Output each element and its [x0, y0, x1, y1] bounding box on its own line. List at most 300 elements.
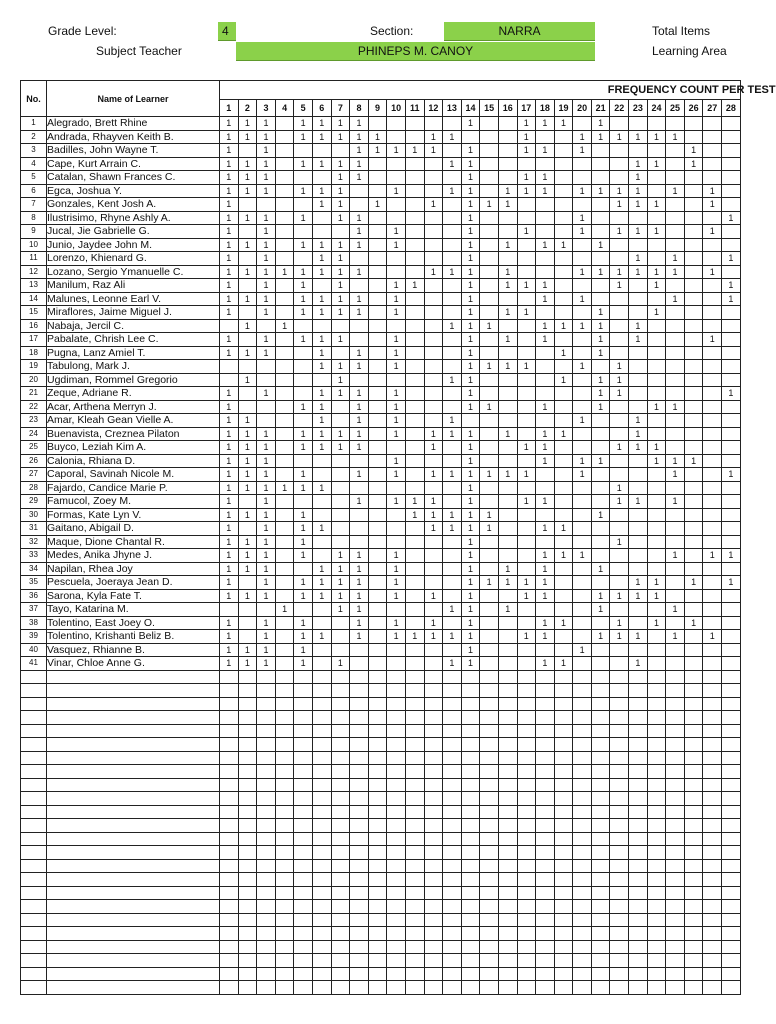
item-cell[interactable]: 1	[387, 576, 406, 590]
item-cell[interactable]	[684, 441, 703, 455]
item-cell[interactable]	[666, 670, 685, 684]
item-cell[interactable]	[722, 306, 741, 320]
item-cell[interactable]: 1	[498, 576, 517, 590]
item-cell[interactable]	[647, 535, 666, 549]
item-cell[interactable]	[722, 765, 741, 779]
item-cell[interactable]	[703, 346, 722, 360]
item-cell[interactable]	[443, 454, 462, 468]
item-cell[interactable]	[387, 846, 406, 860]
item-cell[interactable]	[368, 765, 387, 779]
item-cell[interactable]: 1	[461, 630, 480, 644]
item-cell[interactable]	[684, 819, 703, 833]
learner-number[interactable]	[21, 940, 47, 954]
learner-number[interactable]	[21, 724, 47, 738]
learner-number[interactable]: 4	[21, 157, 47, 171]
item-cell[interactable]	[405, 886, 424, 900]
item-cell[interactable]	[238, 603, 257, 617]
item-cell[interactable]	[405, 859, 424, 873]
item-cell[interactable]	[275, 549, 294, 563]
learner-name[interactable]	[47, 778, 220, 792]
item-cell[interactable]	[629, 387, 648, 401]
item-cell[interactable]	[275, 508, 294, 522]
item-cell[interactable]: 1	[591, 562, 610, 576]
item-cell[interactable]	[554, 859, 573, 873]
item-cell[interactable]	[517, 900, 536, 914]
item-cell[interactable]	[220, 900, 239, 914]
item-cell[interactable]	[405, 211, 424, 225]
item-cell[interactable]	[722, 630, 741, 644]
item-cell[interactable]: 1	[220, 616, 239, 630]
item-cell[interactable]: 1	[629, 630, 648, 644]
item-cell[interactable]	[722, 846, 741, 860]
item-cell[interactable]: 1	[498, 198, 517, 212]
item-cell[interactable]	[684, 805, 703, 819]
item-cell[interactable]: 1	[722, 387, 741, 401]
item-cell[interactable]	[498, 724, 517, 738]
learner-name[interactable]: Egca, Joshua Y.	[47, 184, 220, 198]
learner-number[interactable]	[21, 778, 47, 792]
item-cell[interactable]: 1	[498, 562, 517, 576]
item-cell[interactable]: 1	[238, 427, 257, 441]
item-cell[interactable]	[629, 778, 648, 792]
item-cell[interactable]	[666, 414, 685, 428]
item-cell[interactable]	[238, 387, 257, 401]
item-cell[interactable]	[443, 589, 462, 603]
learner-name[interactable]: Malunes, Leonne Earl V.	[47, 292, 220, 306]
item-cell[interactable]	[220, 697, 239, 711]
item-cell[interactable]	[666, 441, 685, 455]
learner-number[interactable]: 30	[21, 508, 47, 522]
item-cell[interactable]	[722, 157, 741, 171]
item-cell[interactable]: 1	[461, 657, 480, 671]
learner-name[interactable]: Cape, Kurt Arrain C.	[47, 157, 220, 171]
item-cell[interactable]	[443, 616, 462, 630]
item-cell[interactable]: 1	[220, 306, 239, 320]
item-cell[interactable]	[294, 670, 313, 684]
item-cell[interactable]	[647, 805, 666, 819]
item-cell[interactable]	[517, 886, 536, 900]
item-cell[interactable]	[722, 900, 741, 914]
item-cell[interactable]	[573, 373, 592, 387]
item-cell[interactable]	[647, 927, 666, 941]
item-cell[interactable]: 1	[350, 360, 369, 374]
item-cell[interactable]: 1	[238, 454, 257, 468]
item-cell[interactable]	[443, 940, 462, 954]
item-cell[interactable]	[368, 967, 387, 981]
item-cell[interactable]: 1	[312, 292, 331, 306]
item-cell[interactable]	[461, 940, 480, 954]
item-cell[interactable]: 1	[331, 427, 350, 441]
item-cell[interactable]	[498, 346, 517, 360]
item-cell[interactable]	[554, 157, 573, 171]
item-cell[interactable]: 1	[405, 279, 424, 293]
item-cell[interactable]	[368, 981, 387, 995]
item-cell[interactable]	[591, 846, 610, 860]
item-cell[interactable]	[238, 900, 257, 914]
item-cell[interactable]	[387, 171, 406, 185]
item-cell[interactable]: 1	[387, 360, 406, 374]
item-cell[interactable]: 1	[331, 292, 350, 306]
item-cell[interactable]: 1	[517, 441, 536, 455]
item-cell[interactable]	[312, 454, 331, 468]
item-cell[interactable]	[684, 697, 703, 711]
item-cell[interactable]	[591, 873, 610, 887]
item-cell[interactable]	[554, 954, 573, 968]
item-cell[interactable]: 1	[294, 522, 313, 536]
item-cell[interactable]	[684, 603, 703, 617]
item-cell[interactable]: 1	[312, 576, 331, 590]
item-cell[interactable]	[405, 873, 424, 887]
item-cell[interactable]	[629, 535, 648, 549]
item-cell[interactable]: 1	[257, 346, 276, 360]
item-cell[interactable]	[220, 859, 239, 873]
item-cell[interactable]	[554, 589, 573, 603]
item-cell[interactable]	[703, 751, 722, 765]
item-cell[interactable]	[331, 940, 350, 954]
item-cell[interactable]	[517, 373, 536, 387]
item-cell[interactable]: 1	[350, 427, 369, 441]
item-cell[interactable]: 1	[350, 576, 369, 590]
item-cell[interactable]	[722, 711, 741, 725]
learner-name[interactable]: Manilum, Raz Ali	[47, 279, 220, 293]
learner-name[interactable]: Amar, Kleah Gean Vielle A.	[47, 414, 220, 428]
item-cell[interactable]	[387, 684, 406, 698]
item-cell[interactable]: 1	[350, 211, 369, 225]
item-cell[interactable]: 1	[610, 589, 629, 603]
item-cell[interactable]	[238, 576, 257, 590]
item-cell[interactable]	[591, 535, 610, 549]
learner-number[interactable]: 34	[21, 562, 47, 576]
item-cell[interactable]	[294, 778, 313, 792]
item-cell[interactable]: 1	[294, 400, 313, 414]
item-cell[interactable]: 1	[666, 468, 685, 482]
item-cell[interactable]: 1	[536, 333, 555, 347]
item-cell[interactable]	[666, 211, 685, 225]
item-cell[interactable]	[480, 495, 499, 509]
item-cell[interactable]	[220, 886, 239, 900]
item-cell[interactable]	[368, 171, 387, 185]
item-cell[interactable]	[368, 481, 387, 495]
item-cell[interactable]	[424, 184, 443, 198]
item-cell[interactable]: 1	[294, 117, 313, 131]
item-cell[interactable]: 1	[257, 630, 276, 644]
item-cell[interactable]	[238, 738, 257, 752]
item-cell[interactable]: 1	[554, 549, 573, 563]
item-cell[interactable]	[480, 792, 499, 806]
item-cell[interactable]: 1	[220, 643, 239, 657]
item-cell[interactable]	[443, 495, 462, 509]
item-cell[interactable]: 1	[331, 603, 350, 617]
item-cell[interactable]	[238, 684, 257, 698]
item-cell[interactable]	[722, 522, 741, 536]
item-cell[interactable]	[722, 832, 741, 846]
item-cell[interactable]	[703, 292, 722, 306]
item-cell[interactable]	[536, 535, 555, 549]
item-cell[interactable]: 1	[517, 184, 536, 198]
item-cell[interactable]	[331, 792, 350, 806]
item-cell[interactable]	[424, 738, 443, 752]
item-cell[interactable]	[591, 643, 610, 657]
item-cell[interactable]: 1	[573, 225, 592, 239]
item-cell[interactable]	[573, 657, 592, 671]
item-cell[interactable]	[443, 400, 462, 414]
item-cell[interactable]: 1	[294, 535, 313, 549]
item-cell[interactable]: 1	[666, 184, 685, 198]
item-cell[interactable]	[591, 279, 610, 293]
item-cell[interactable]	[275, 157, 294, 171]
item-cell[interactable]	[275, 913, 294, 927]
item-cell[interactable]	[312, 738, 331, 752]
item-cell[interactable]: 1	[498, 306, 517, 320]
item-cell[interactable]	[591, 684, 610, 698]
item-cell[interactable]	[591, 913, 610, 927]
item-cell[interactable]	[312, 373, 331, 387]
item-cell[interactable]	[703, 117, 722, 131]
item-cell[interactable]	[573, 279, 592, 293]
item-cell[interactable]	[610, 940, 629, 954]
item-cell[interactable]	[610, 522, 629, 536]
learner-number[interactable]	[21, 967, 47, 981]
item-cell[interactable]	[275, 252, 294, 266]
item-cell[interactable]	[629, 670, 648, 684]
item-cell[interactable]	[554, 846, 573, 860]
item-cell[interactable]: 1	[517, 468, 536, 482]
item-cell[interactable]	[536, 859, 555, 873]
item-cell[interactable]: 1	[350, 225, 369, 239]
item-cell[interactable]: 1	[461, 279, 480, 293]
item-cell[interactable]	[573, 630, 592, 644]
item-cell[interactable]	[443, 144, 462, 158]
item-cell[interactable]	[703, 508, 722, 522]
learner-number[interactable]	[21, 684, 47, 698]
item-cell[interactable]	[666, 873, 685, 887]
item-cell[interactable]	[350, 927, 369, 941]
item-cell[interactable]	[722, 738, 741, 752]
item-cell[interactable]	[498, 954, 517, 968]
item-cell[interactable]	[443, 562, 462, 576]
item-cell[interactable]	[684, 846, 703, 860]
item-cell[interactable]	[331, 927, 350, 941]
item-cell[interactable]: 1	[387, 238, 406, 252]
item-cell[interactable]	[554, 873, 573, 887]
item-cell[interactable]: 1	[666, 130, 685, 144]
item-cell[interactable]	[238, 805, 257, 819]
item-cell[interactable]: 1	[629, 225, 648, 239]
item-cell[interactable]	[666, 792, 685, 806]
item-cell[interactable]: 1	[257, 454, 276, 468]
item-cell[interactable]: 1	[312, 414, 331, 428]
item-cell[interactable]	[350, 967, 369, 981]
item-cell[interactable]: 1	[536, 117, 555, 131]
item-cell[interactable]	[275, 940, 294, 954]
item-cell[interactable]	[684, 549, 703, 563]
item-cell[interactable]: 1	[257, 117, 276, 131]
item-cell[interactable]	[275, 832, 294, 846]
item-cell[interactable]: 1	[647, 130, 666, 144]
item-cell[interactable]	[387, 522, 406, 536]
item-cell[interactable]	[368, 684, 387, 698]
item-cell[interactable]	[629, 805, 648, 819]
item-cell[interactable]	[684, 657, 703, 671]
item-cell[interactable]	[647, 211, 666, 225]
item-cell[interactable]: 1	[536, 319, 555, 333]
item-cell[interactable]: 1	[331, 306, 350, 320]
item-cell[interactable]: 1	[294, 238, 313, 252]
item-cell[interactable]: 1	[424, 616, 443, 630]
item-cell[interactable]	[684, 333, 703, 347]
item-cell[interactable]	[573, 913, 592, 927]
item-cell[interactable]	[498, 373, 517, 387]
item-cell[interactable]	[387, 873, 406, 887]
item-cell[interactable]	[405, 400, 424, 414]
item-cell[interactable]	[554, 441, 573, 455]
item-cell[interactable]	[666, 846, 685, 860]
item-cell[interactable]	[536, 967, 555, 981]
item-cell[interactable]: 1	[294, 589, 313, 603]
item-cell[interactable]	[536, 603, 555, 617]
item-cell[interactable]	[647, 792, 666, 806]
item-cell[interactable]	[722, 886, 741, 900]
item-cell[interactable]	[722, 954, 741, 968]
item-cell[interactable]	[703, 670, 722, 684]
item-cell[interactable]	[424, 576, 443, 590]
item-cell[interactable]	[312, 535, 331, 549]
item-cell[interactable]: 1	[257, 549, 276, 563]
item-cell[interactable]	[424, 873, 443, 887]
item-cell[interactable]: 1	[350, 603, 369, 617]
item-cell[interactable]	[257, 981, 276, 995]
item-cell[interactable]: 1	[238, 481, 257, 495]
item-cell[interactable]	[275, 873, 294, 887]
item-cell[interactable]	[573, 171, 592, 185]
item-cell[interactable]: 1	[610, 225, 629, 239]
item-cell[interactable]	[554, 832, 573, 846]
item-cell[interactable]	[480, 873, 499, 887]
item-cell[interactable]: 1	[331, 130, 350, 144]
item-cell[interactable]	[591, 738, 610, 752]
item-cell[interactable]: 1	[312, 360, 331, 374]
item-cell[interactable]	[554, 630, 573, 644]
item-cell[interactable]: 1	[220, 414, 239, 428]
learner-number[interactable]: 6	[21, 184, 47, 198]
item-cell[interactable]: 1	[331, 117, 350, 131]
item-cell[interactable]	[257, 603, 276, 617]
item-cell[interactable]	[703, 711, 722, 725]
item-cell[interactable]	[387, 481, 406, 495]
item-cell[interactable]: 1	[294, 427, 313, 441]
item-cell[interactable]	[666, 697, 685, 711]
item-cell[interactable]	[610, 765, 629, 779]
learner-number[interactable]: 25	[21, 441, 47, 455]
item-cell[interactable]: 1	[257, 441, 276, 455]
item-cell[interactable]: 1	[220, 184, 239, 198]
item-cell[interactable]	[498, 454, 517, 468]
item-cell[interactable]	[517, 684, 536, 698]
item-cell[interactable]	[424, 859, 443, 873]
item-cell[interactable]	[424, 414, 443, 428]
item-cell[interactable]	[554, 481, 573, 495]
item-cell[interactable]: 1	[666, 265, 685, 279]
item-cell[interactable]	[666, 157, 685, 171]
item-cell[interactable]	[666, 198, 685, 212]
item-cell[interactable]	[536, 414, 555, 428]
item-cell[interactable]	[275, 886, 294, 900]
item-cell[interactable]	[703, 454, 722, 468]
item-cell[interactable]	[591, 670, 610, 684]
item-cell[interactable]	[405, 792, 424, 806]
item-cell[interactable]	[647, 643, 666, 657]
item-cell[interactable]	[629, 562, 648, 576]
item-cell[interactable]	[498, 400, 517, 414]
item-cell[interactable]	[536, 886, 555, 900]
item-cell[interactable]	[517, 724, 536, 738]
item-cell[interactable]	[368, 900, 387, 914]
item-cell[interactable]	[647, 913, 666, 927]
item-cell[interactable]: 1	[461, 157, 480, 171]
item-cell[interactable]	[666, 319, 685, 333]
item-cell[interactable]	[703, 900, 722, 914]
item-cell[interactable]: 1	[220, 400, 239, 414]
learner-name[interactable]: Badilles, John Wayne T.	[47, 144, 220, 158]
item-cell[interactable]	[684, 265, 703, 279]
item-cell[interactable]	[684, 306, 703, 320]
item-cell[interactable]	[684, 751, 703, 765]
item-cell[interactable]	[666, 927, 685, 941]
item-cell[interactable]	[703, 657, 722, 671]
item-cell[interactable]	[666, 913, 685, 927]
item-cell[interactable]	[424, 238, 443, 252]
learner-number[interactable]	[21, 792, 47, 806]
item-cell[interactable]	[666, 279, 685, 293]
item-cell[interactable]	[312, 805, 331, 819]
item-cell[interactable]	[312, 940, 331, 954]
learner-number[interactable]	[21, 819, 47, 833]
item-cell[interactable]: 1	[387, 468, 406, 482]
item-cell[interactable]	[573, 670, 592, 684]
item-cell[interactable]	[480, 184, 499, 198]
learner-number[interactable]: 35	[21, 576, 47, 590]
item-cell[interactable]	[722, 684, 741, 698]
item-cell[interactable]: 1	[405, 508, 424, 522]
item-cell[interactable]	[703, 954, 722, 968]
item-cell[interactable]	[722, 360, 741, 374]
item-cell[interactable]	[647, 117, 666, 131]
item-cell[interactable]	[424, 927, 443, 941]
item-cell[interactable]	[610, 859, 629, 873]
item-cell[interactable]	[424, 279, 443, 293]
item-cell[interactable]: 1	[220, 562, 239, 576]
item-cell[interactable]	[573, 616, 592, 630]
item-cell[interactable]	[405, 117, 424, 131]
item-cell[interactable]	[666, 886, 685, 900]
item-cell[interactable]	[554, 414, 573, 428]
item-cell[interactable]	[368, 603, 387, 617]
item-cell[interactable]: 1	[461, 265, 480, 279]
item-cell[interactable]	[461, 792, 480, 806]
item-cell[interactable]	[536, 778, 555, 792]
item-cell[interactable]	[498, 819, 517, 833]
item-cell[interactable]: 1	[684, 157, 703, 171]
item-cell[interactable]	[666, 373, 685, 387]
item-cell[interactable]	[610, 724, 629, 738]
item-cell[interactable]	[257, 697, 276, 711]
item-cell[interactable]	[312, 859, 331, 873]
item-cell[interactable]	[405, 738, 424, 752]
item-cell[interactable]	[554, 211, 573, 225]
learner-number[interactable]: 18	[21, 346, 47, 360]
item-cell[interactable]	[536, 927, 555, 941]
item-cell[interactable]	[554, 711, 573, 725]
